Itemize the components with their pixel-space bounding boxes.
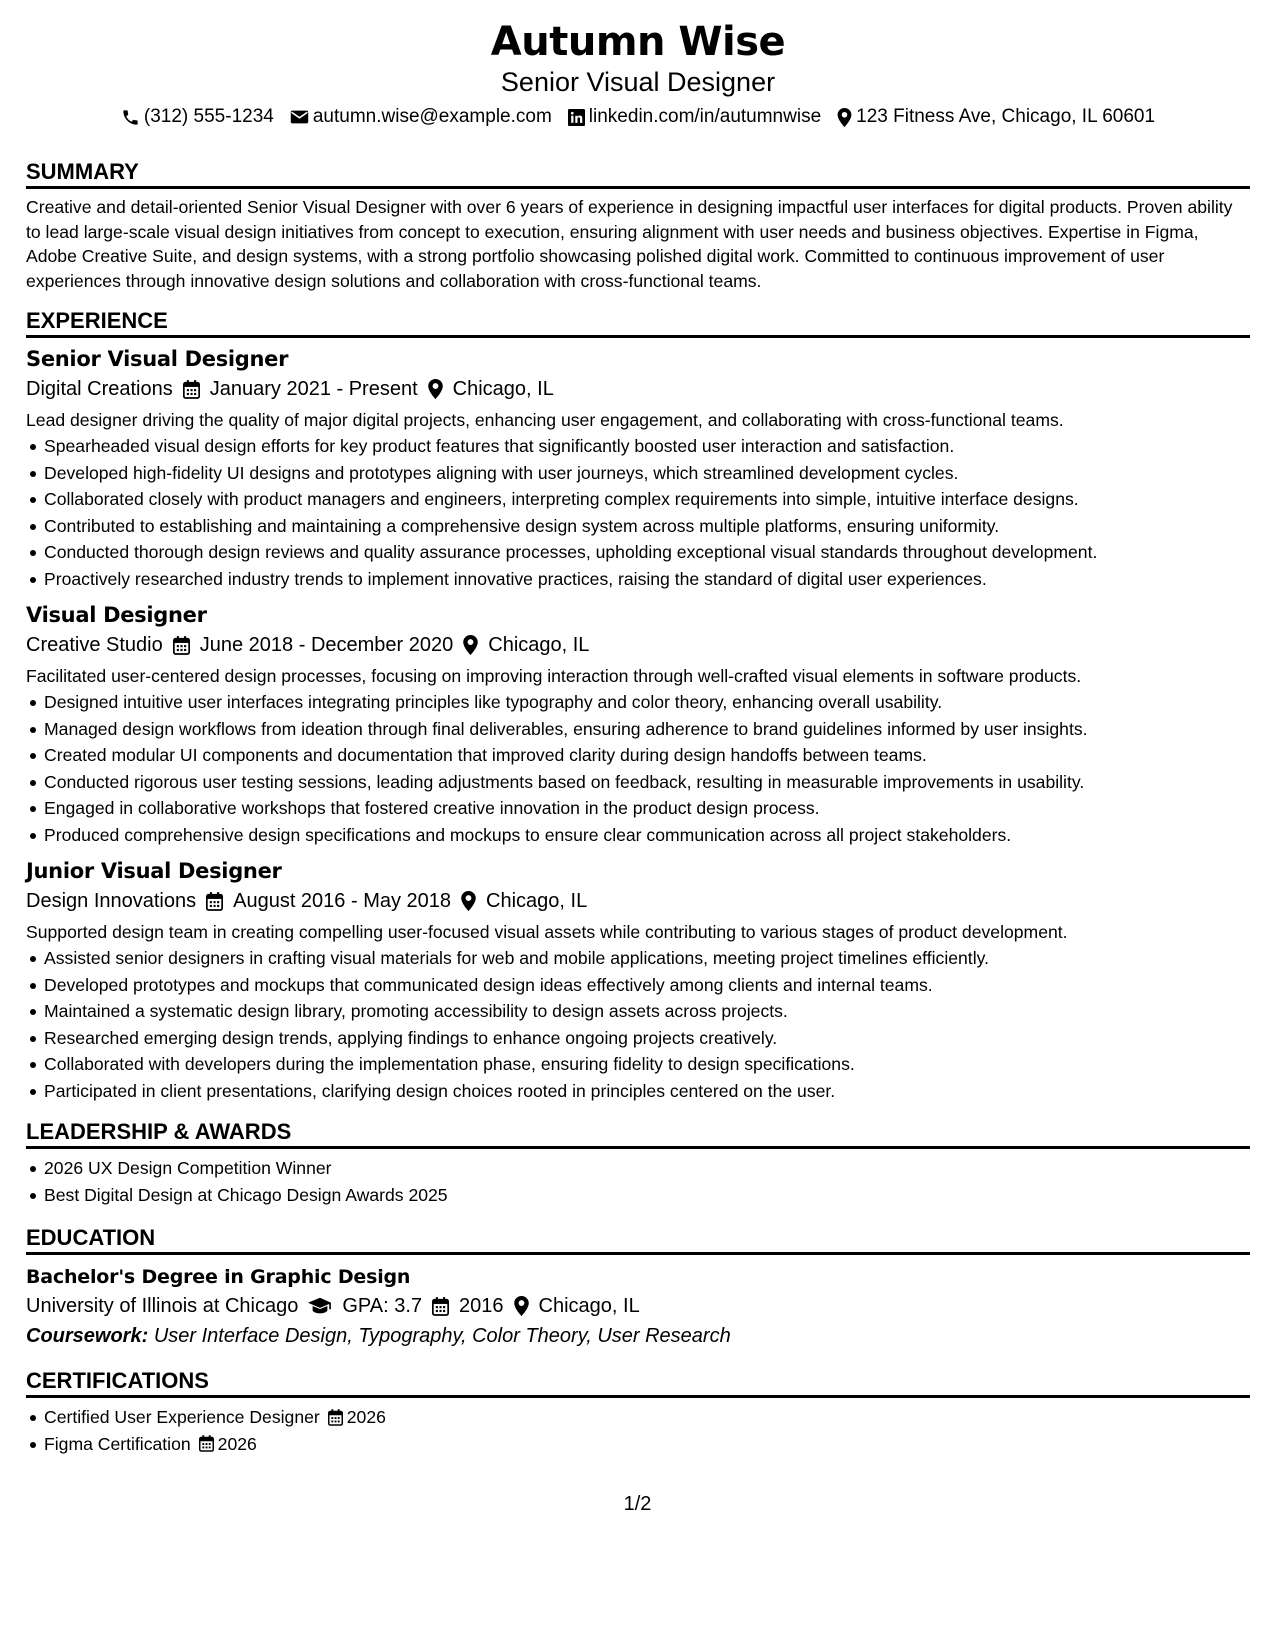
list-item: Produced comprehensive design specifications and mockups to ensure clear communication across all project stakeholders. xyxy=(44,822,1250,849)
school-name: University of Illinois at Chicago xyxy=(26,1295,299,1317)
job-title: Visual Designer xyxy=(26,603,207,627)
list-item xyxy=(44,1404,1250,1431)
job-meta xyxy=(26,630,1250,660)
contact-address xyxy=(837,104,1155,130)
linkedin-icon xyxy=(568,109,585,126)
coursework-list: User Interface Design, Typography, Color Theory, User Research xyxy=(153,1325,731,1347)
job-company: Creative Studio xyxy=(26,634,163,656)
job-company: Design Innovations xyxy=(26,890,197,912)
list-item: 2026 UX Design Competition Winner xyxy=(44,1155,1250,1182)
calendar-icon xyxy=(173,636,190,655)
contact-address-text: 123 Fitness Ave, Chicago, IL 60601 xyxy=(856,106,1156,127)
list-item xyxy=(44,1431,1250,1458)
summary-section xyxy=(26,158,1250,293)
map-pin-icon xyxy=(461,891,476,911)
education-meta xyxy=(26,1291,1250,1321)
calendar-icon xyxy=(199,1435,214,1452)
calendar-icon xyxy=(183,380,200,399)
map-pin-icon xyxy=(463,635,478,655)
contact-linkedin[interactable] xyxy=(568,104,821,130)
list-item: Managed design workflows from ideation through final deliverables, ensuring adherence to brand guidelines informed by user insights. xyxy=(44,716,1250,743)
list-item: Collaborated closely with product managers and engineers, interpreting complex requirements into simple, intuitive interface designs. xyxy=(44,486,1250,513)
awards-list xyxy=(26,1155,1250,1208)
summary-heading: SUMMARY xyxy=(26,158,1250,189)
job-meta xyxy=(26,886,1250,916)
education-location: Chicago, IL xyxy=(538,1295,640,1317)
job-location: Chicago, IL xyxy=(486,890,588,912)
summary-text: Creative and detail-oriented Senior Visual Designer with over 6 years of experience in designing impactful user interfaces for digital products. Proven ability to lead large-scale visual design initiatives from concept to execution, ensuring alignment with user needs and business objectives. Expertise in Figma, Adobe Creative Suite, and design systems, with a strong portfolio showcasing polished digital work. Committed to continuous improvement of user experiences through innovative design solutions and collaboration with cross-functional teams. xyxy=(26,197,1233,291)
certification-name: Certified User Experience Designer xyxy=(44,1407,320,1427)
page-number: 1/2 xyxy=(623,1493,652,1515)
contact-phone-text: (312) 555-1234 xyxy=(143,106,274,127)
list-item: Assisted senior designers in crafting visual materials for web and mobile applications, meeting project timelines efficiently. xyxy=(44,945,1250,972)
candidate-name: Autumn Wise xyxy=(490,19,786,65)
experience-heading: EXPERIENCE xyxy=(26,307,1250,338)
job-entry xyxy=(26,856,1250,1104)
list-item: Researched emerging design trends, applying findings to enhance ongoing projects creatively. xyxy=(44,1025,1250,1052)
contact-bar xyxy=(26,104,1250,130)
job-dates: January 2021 - Present xyxy=(209,378,418,400)
job-company: Digital Creations xyxy=(26,378,173,400)
job-description: Supported design team in creating compelling user-focused visual assets while contributing to various stages of product development. xyxy=(26,922,1068,942)
job-dates: June 2018 - December 2020 xyxy=(199,634,454,656)
certification-name: Figma Certification xyxy=(44,1433,191,1454)
map-pin-icon xyxy=(837,108,852,127)
list-item: Proactively researched industry trends to implement innovative practices, raising the standard of digital user experiences. xyxy=(44,566,1250,593)
certifications-list xyxy=(26,1404,1250,1457)
list-item: Spearheaded visual design efforts for key product features that significantly boosted user interaction and satisfaction. xyxy=(44,433,1250,460)
calendar-icon xyxy=(328,1409,343,1426)
job-meta xyxy=(26,374,1250,404)
degree-title: Bachelor's Degree in Graphic Design xyxy=(26,1266,411,1288)
list-item: Participated in client presentations, clarifying design choices rooted in principles centered on the user. xyxy=(44,1078,1250,1105)
phone-icon xyxy=(121,108,140,127)
certifications-heading: CERTIFICATIONS xyxy=(26,1367,1250,1398)
job-bullets xyxy=(26,433,1250,592)
list-item: Engaged in collaborative workshops that fostered creative innovation in the product design process. xyxy=(44,795,1250,822)
certification-year: 2026 xyxy=(346,1407,386,1427)
job-location: Chicago, IL xyxy=(452,378,554,400)
contact-linkedin-text: linkedin.com/in/autumnwise xyxy=(588,106,822,127)
job-location: Chicago, IL xyxy=(488,634,590,656)
graduation-cap-icon xyxy=(308,1297,332,1315)
list-item: Best Digital Design at Chicago Design Awards 2025 xyxy=(44,1182,1250,1209)
list-item: Developed prototypes and mockups that communicated design ideas effectively among clients and internal teams. xyxy=(44,972,1250,999)
graduation-year: 2016 xyxy=(459,1295,504,1317)
list-item: Collaborated with developers during the implementation phase, ensuring fidelity to design specifications. xyxy=(44,1051,1250,1078)
education-section xyxy=(26,1224,1250,1351)
map-pin-icon xyxy=(428,379,443,399)
list-item: Designed intuitive user interfaces integrating principles like typography and color theory, enhancing overall usability. xyxy=(44,689,1250,716)
resume-header xyxy=(26,18,1250,130)
job-bullets xyxy=(26,945,1250,1104)
resume-page xyxy=(26,18,1250,1457)
certifications-section xyxy=(26,1367,1250,1457)
contact-email[interactable] xyxy=(290,104,552,130)
contact-phone xyxy=(121,104,274,130)
job-title: Senior Visual Designer xyxy=(26,347,289,371)
awards-heading: LEADERSHIP & AWARDS xyxy=(26,1118,1250,1149)
coursework xyxy=(26,1321,1250,1351)
calendar-icon xyxy=(206,892,223,911)
job-description: Lead designer driving the quality of major digital projects, enhancing user engagement, and collaborating with cross-functional teams. xyxy=(26,410,1064,430)
experience-section xyxy=(26,307,1250,1104)
list-item: Conducted rigorous user testing sessions, leading adjustments based on feedback, resulting in measurable improvements in usability. xyxy=(44,769,1250,796)
calendar-icon xyxy=(432,1297,449,1316)
list-item: Contributed to establishing and maintaining a comprehensive design system across multiple platforms, ensuring uniformity. xyxy=(44,513,1250,540)
awards-section xyxy=(26,1118,1250,1208)
education-heading: EDUCATION xyxy=(26,1224,1250,1255)
contact-email-text: autumn.wise@example.com xyxy=(312,106,552,127)
list-item: Created modular UI components and documentation that improved clarity during design handoffs between teams. xyxy=(44,742,1250,769)
map-pin-icon xyxy=(514,1296,529,1316)
list-item: Conducted thorough design reviews and quality assurance processes, upholding exceptional visual standards throughout development. xyxy=(44,539,1250,566)
job-dates: August 2016 - May 2018 xyxy=(233,890,452,912)
job-bullets xyxy=(26,689,1250,848)
list-item: Developed high-fidelity UI designs and prototypes aligning with user journeys, which streamlined development cycles. xyxy=(44,460,1250,487)
job-description: Facilitated user-centered design processes, focusing on improving interaction through well-crafted visual elements in software products. xyxy=(26,666,1082,686)
candidate-title: Senior Visual Designer xyxy=(500,67,776,97)
gpa-value: GPA: 3.7 xyxy=(342,1295,423,1317)
job-title: Junior Visual Designer xyxy=(26,859,282,883)
coursework-label: Coursework: xyxy=(26,1325,149,1347)
job-entry xyxy=(26,600,1250,848)
list-item: Maintained a systematic design library, promoting accessibility to design assets across projects. xyxy=(44,998,1250,1025)
certification-year: 2026 xyxy=(217,1433,257,1454)
job-entry xyxy=(26,344,1250,592)
envelope-icon xyxy=(290,109,309,125)
